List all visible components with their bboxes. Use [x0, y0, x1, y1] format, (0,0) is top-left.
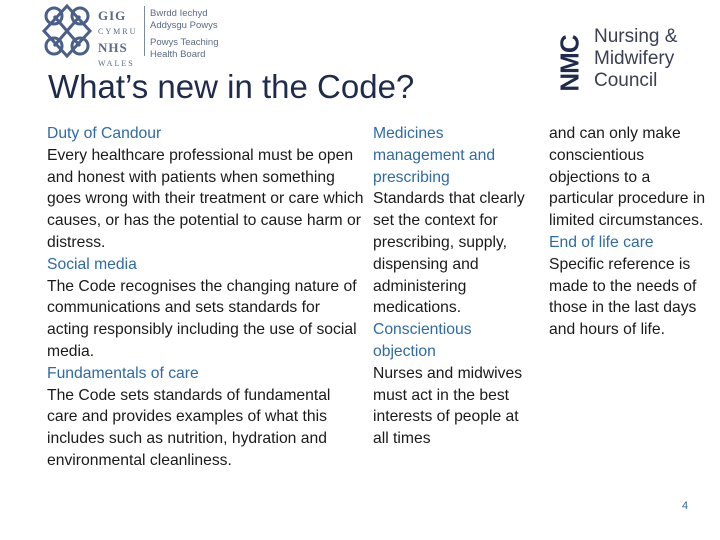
welsh-knot-emblem-icon	[40, 2, 94, 60]
english-name-line-1: Powys Teaching	[150, 37, 219, 48]
section-heading: Medicines management and prescribing	[373, 125, 496, 186]
nmc-name	[594, 26, 677, 92]
cymru-text: CYMRU	[98, 27, 138, 36]
welsh-name-line-2: Addysgu Powys	[150, 19, 218, 31]
health-board-name	[150, 8, 218, 60]
section-body: Every healthcare professional must be open and honest with patients when something goes wrong with their treatment or care which causes, or has the potential to cause harm or distress.	[47, 146, 364, 251]
slide-title: What’s new in the Code?	[48, 68, 415, 105]
section-body: Standards that clearly set the context for prescribing, supply, dispensing and administering medications.	[373, 190, 525, 317]
welsh-name-line-1: Bwrdd Iechyd	[150, 8, 208, 19]
nhs-powys-logo	[40, 2, 230, 68]
section-body: The Code recognises the changing nature of communications and sets standards for acting responsibly including the use of social media.	[47, 277, 357, 360]
nhs-text: NHS	[98, 40, 128, 55]
nmc-name-line-3: Council	[594, 70, 658, 91]
section-heading: Fundamentals of care	[47, 364, 199, 382]
section-body: Nurses and midwives must act in the best interests of people at all times	[373, 364, 523, 448]
gig-text: GIG	[98, 8, 127, 23]
logo-divider	[144, 6, 145, 56]
content-column-2	[373, 123, 533, 450]
nmc-mark	[554, 26, 588, 94]
nmc-logo	[554, 26, 700, 96]
page-number: 4	[682, 500, 689, 512]
section-body: The Code sets standards of fundamental care and provides examples of what this includes such as nutrition, hydration and environmental cleanliness.	[47, 386, 331, 469]
section-body: and can only make conscientious objections to a particular procedure in limited circumstances.	[549, 125, 706, 230]
nmc-mark-text: NMC	[554, 35, 585, 92]
content-column-1	[47, 123, 365, 472]
nmc-name-line-1: Nursing &	[594, 26, 678, 47]
english-name-line-2: Health Board	[150, 48, 206, 60]
wales-text: WALES	[98, 59, 135, 68]
section-heading: End of life care	[549, 233, 654, 251]
nmc-name-line-2: Midwifery	[594, 48, 675, 69]
section-heading: Duty of Candour	[47, 125, 162, 142]
section-body: Specific reference is made to the needs of those in the last days and hours of life.	[549, 255, 697, 339]
content-column-3	[549, 123, 709, 341]
section-heading: Social media	[47, 255, 137, 273]
section-heading: Conscientious objection	[373, 321, 472, 360]
gig-nhs-wordmark	[98, 8, 137, 72]
